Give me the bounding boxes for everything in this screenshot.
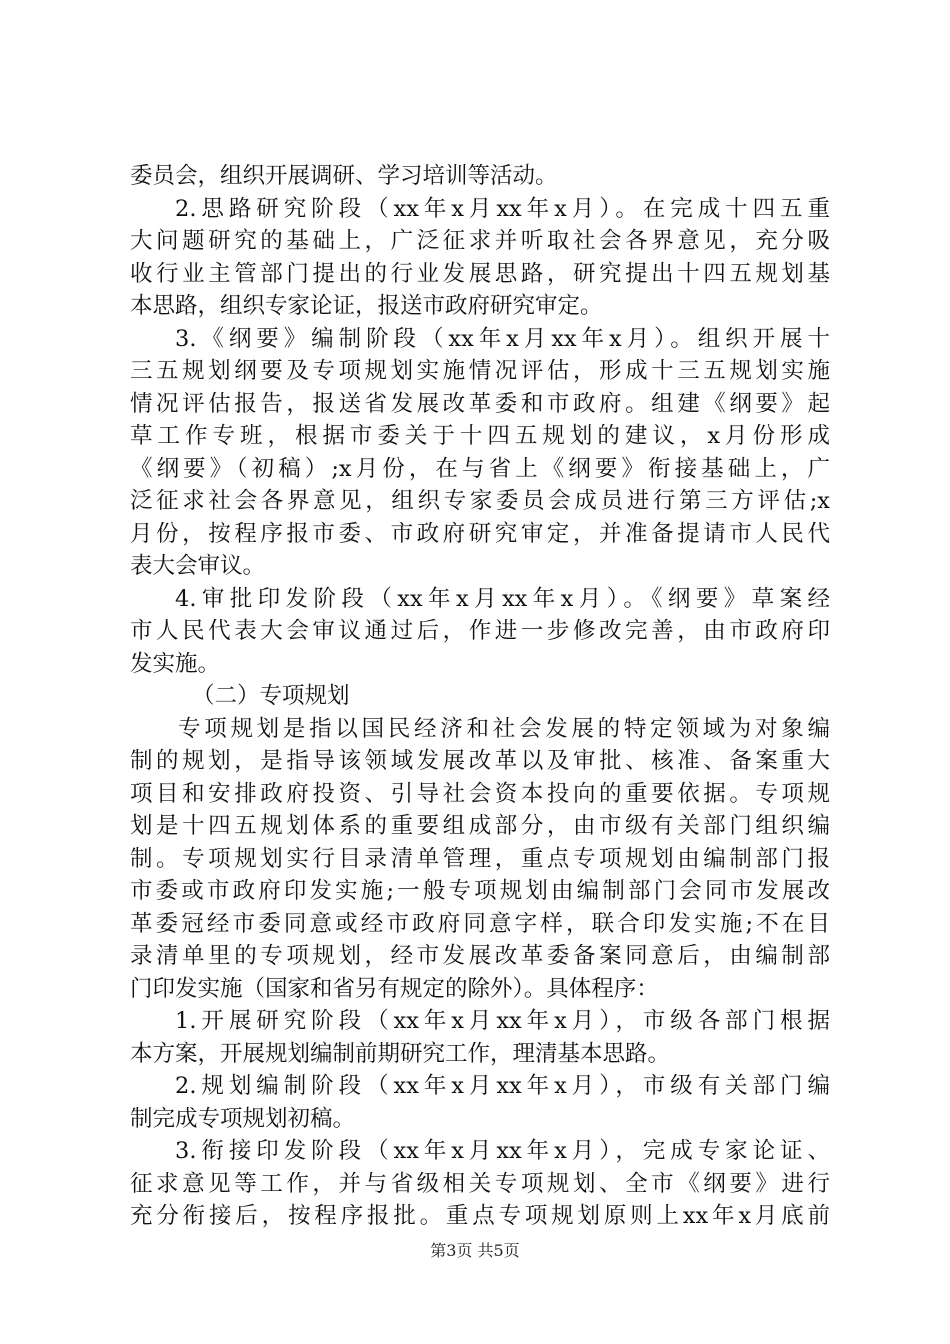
text-line: 划是十四五规划体系的重要组成部分，由市级有关部门组织编 [130,813,830,839]
text-line: 1.开展研究阶段（xx年x月xx年x月），市级各部门根据 [175,1008,830,1034]
text-line: 表大会审议。 [130,553,266,579]
text-line: 市委或市政府印发实施;一般专项规划由编制部门会同市发展改 [130,878,830,904]
text-line: 3.衔接印发阶段（xx年x月xx年x月），完成专家论证、 [175,1138,830,1164]
text-line: 4.审批印发阶段（xx年x月xx年x月）。《纲要》草案经 [175,585,830,612]
text-line: 制。专项规划实行目录清单管理，重点专项规划由编制部门报 [130,845,830,872]
text-line: 革委冠经市委同意或经市政府同意字样，联合印发实施;不在目 [130,910,830,937]
text-line: 三五规划纲要及专项规划实施情况评估，形成十三五规划实施 [130,358,830,384]
text-line: 2.规划编制阶段（xx年x月xx年x月），市级有关部门编 [175,1073,830,1099]
text-line: 征求意见等工作，并与省级相关专项规划、全市《纲要》进行 [130,1170,830,1197]
text-line: 草工作专班，根据市委关于十四五规划的建议，x月份形成 [130,423,830,449]
text-line: 3.《纲要》编制阶段（xx年x月xx年x月）。组织开展十 [175,325,830,352]
document-body [130,160,830,1233]
text-line: 情况评估报告，报送省发展改革委和市政府。组建《纲要》起 [130,390,830,417]
text-line: 月份，按程序报市委、市政府研究审定，并准备提请市人民代 [130,520,830,547]
text-line: 制的规划，是指导该领域发展改革以及审批、核准、备案重大 [130,748,830,774]
text-line: 市人民代表大会审议通过后，作进一步修改完善，由市政府印 [130,618,830,644]
text-line: 项目和安排政府投资、引导社会资本投向的重要依据。专项规 [130,780,830,807]
text-line: 2.思路研究阶段（xx年x月xx年x月）。在完成十四五重 [175,195,830,222]
text-line: 充分衔接后，按程序报批。重点专项规划原则上xx年x月底前 [130,1203,830,1229]
page-number-footer: 第3页 共5页 [430,1241,520,1260]
text-line: 本思路，组织专家论证，报送市政府研究审定。 [130,293,603,319]
text-line: 大问题研究的基础上，广泛征求并听取社会各界意见，充分吸 [130,228,830,254]
text-line: 制完成专项规划初稿。 [130,1105,356,1132]
text-line: 《纲要》（初稿）;x月份，在与省上《纲要》衔接基础上，广 [130,455,830,482]
text-line: 泛征求社会各界意见，组织专家委员会成员进行第三方评估;x [130,488,830,514]
text-line: 委员会，组织开展调研、学习培训等活动。 [130,163,558,189]
text-line: 收行业主管部门提出的行业发展思路，研究提出十四五规划基 [130,260,830,287]
text-line: 门印发实施（国家和省另有规定的除外）。具体程序： [130,975,659,1002]
text-line: 发实施。 [130,650,221,677]
section-heading: （二）专项规划 [192,683,350,709]
text-line: 录清单里的专项规划，经市发展改革委备案同意后，由编制部 [130,943,830,969]
text-line: 本方案，开展规划编制前期研究工作，理清基本思路。 [130,1040,671,1067]
text-line: 专项规划是指以国民经济和社会发展的特定领域为对象编 [178,715,830,742]
